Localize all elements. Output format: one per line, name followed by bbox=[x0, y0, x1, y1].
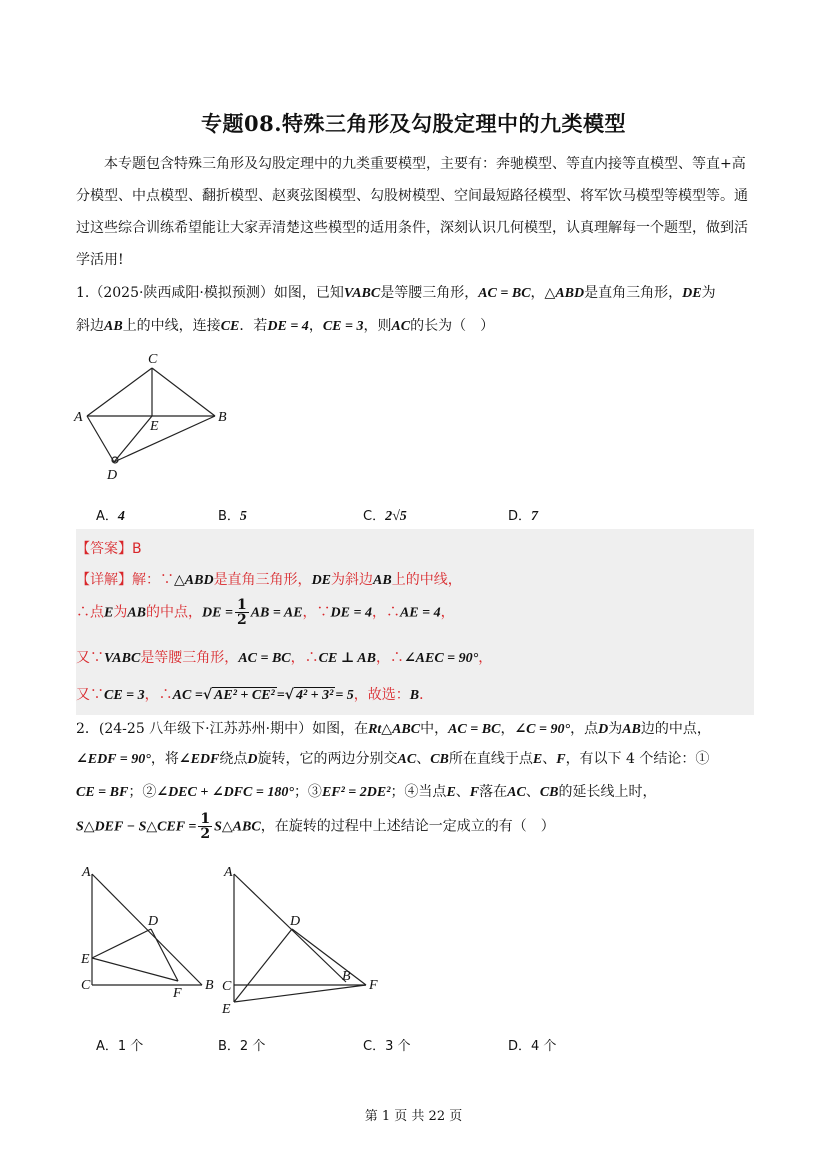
q2-option-c[interactable] bbox=[363, 1035, 410, 1054]
detail-line-3 bbox=[76, 647, 492, 667]
q1-text: 是等腰三角形， bbox=[380, 285, 479, 301]
detail-text: ，∵ bbox=[302, 604, 331, 621]
q2-text: 、 bbox=[525, 784, 540, 800]
q2-math: S△ABC bbox=[214, 819, 261, 835]
q2-math: ∠EDF = 90° bbox=[76, 752, 151, 767]
detail-text: 为斜边 bbox=[331, 572, 374, 588]
q2-stem-line2 bbox=[76, 748, 709, 768]
q2-math: AC = BC bbox=[448, 722, 501, 737]
fraction-numerator: 1 bbox=[236, 597, 247, 613]
option-letter: C． bbox=[363, 1039, 386, 1054]
intro-paragraph: 本专题包含特殊三角形及勾股定理中的九类重要模型，主要有：奔驰模型、等直内接等直模型、等直+高分模型、中点模型、翻折模型、赵爽弦图模型、勾股树模型、空间最短路径模型、将军饮马模型等模型等。通过这些综合训练希望能让大家弄清楚这些模型的适用条件，深刻认识几何模型，认真理解每一个题型，做到活学活用! bbox=[76, 156, 748, 268]
option-letter: B． bbox=[218, 509, 240, 524]
option-letter: A． bbox=[96, 1039, 118, 1054]
q2-figure-2 bbox=[218, 862, 390, 1018]
label-b: B bbox=[218, 410, 227, 425]
q1-text: 上的中线，连接 bbox=[122, 318, 221, 334]
detail-text: ，∴ bbox=[290, 650, 319, 666]
q2-math: AC bbox=[397, 752, 417, 767]
label-d: D bbox=[148, 914, 159, 929]
q2-text: 、 bbox=[542, 751, 557, 767]
detail-label: 【详解】 bbox=[76, 572, 132, 588]
sqrt-radicand: AE² + CE² bbox=[214, 688, 275, 703]
detail-math: AB = AE bbox=[250, 605, 303, 621]
q2-math: E bbox=[446, 785, 456, 800]
q1-stem-line2 bbox=[76, 315, 494, 335]
label-c: C bbox=[222, 979, 232, 994]
detail-text: ，∴ bbox=[144, 687, 173, 703]
segment-df bbox=[151, 929, 178, 981]
q1-text: 斜边 bbox=[76, 318, 104, 334]
fraction-denominator: 2 bbox=[200, 826, 211, 842]
segment-ed bbox=[92, 929, 151, 958]
detail-math: ∠AEC = 90° bbox=[403, 651, 479, 666]
label-e: E bbox=[150, 419, 159, 434]
q2-math: ∠EDF bbox=[178, 752, 220, 767]
detail-text: 为 bbox=[113, 604, 128, 621]
q1-text: 1.（2025·陕西咸阳·模拟预测）如图，已知 bbox=[76, 285, 344, 301]
detail-math: DE bbox=[311, 573, 332, 588]
detail-text: ， bbox=[478, 650, 493, 666]
answer-value: B bbox=[132, 541, 142, 557]
q2-text: 绕点 bbox=[219, 751, 248, 767]
q2-math: AB bbox=[622, 722, 641, 737]
segment-ef bbox=[234, 985, 366, 1002]
label-a: A bbox=[74, 410, 83, 425]
q1-stem-line1 bbox=[76, 282, 716, 302]
segment-df bbox=[292, 929, 366, 985]
detail-text: ， bbox=[440, 604, 455, 621]
detail-text: ，故选： bbox=[353, 687, 410, 703]
detail-line-1 bbox=[76, 569, 462, 589]
label-f: F bbox=[369, 978, 378, 993]
q1-math: △ABD bbox=[544, 286, 585, 301]
q1-text: ， bbox=[530, 285, 545, 301]
label-a: A bbox=[224, 865, 233, 880]
q2-stem-line1 bbox=[76, 718, 711, 738]
q2-text: 为 bbox=[608, 721, 623, 737]
page-footer: 第 1 页 共 22 页 bbox=[364, 1109, 463, 1124]
fraction-half bbox=[198, 812, 212, 841]
q2-math: Rt△ABC bbox=[368, 722, 421, 737]
q1-text: 的长为（ ） bbox=[410, 318, 495, 334]
detail-line-4 bbox=[76, 684, 433, 704]
q1-option-c[interactable] bbox=[363, 505, 407, 525]
label-b: B bbox=[205, 978, 214, 993]
q1-math: VABC bbox=[343, 286, 381, 301]
detail-math: AE = 4 bbox=[399, 605, 441, 621]
q2-math: E bbox=[532, 752, 543, 767]
q1-option-b[interactable] bbox=[218, 505, 247, 525]
q1-option-d[interactable] bbox=[508, 505, 538, 525]
q1-text: 是直角三角形， bbox=[584, 285, 683, 301]
q1-text: ．若 bbox=[239, 318, 268, 334]
option-value: 2 个 bbox=[239, 1039, 266, 1054]
detail-math: = bbox=[276, 688, 285, 703]
q2-math: AC bbox=[507, 785, 526, 800]
detail-text: 上的中线， bbox=[391, 572, 462, 588]
segment-ac bbox=[87, 368, 152, 416]
option-letter: A． bbox=[96, 509, 118, 524]
option-letter: C． bbox=[363, 509, 386, 524]
detail-text: ． bbox=[419, 687, 434, 703]
sqrt-sign: √ bbox=[284, 687, 294, 703]
detail-text: ，∴ bbox=[375, 650, 404, 666]
option-value: 7 bbox=[531, 509, 539, 524]
q1-text: 为 bbox=[701, 285, 716, 301]
q1-math: DE bbox=[682, 286, 702, 301]
detail-text: 是直角三角形， bbox=[213, 572, 312, 588]
option-letter: D． bbox=[508, 509, 532, 524]
sqrt-sign: √ bbox=[202, 687, 213, 703]
q2-text: 旋转，它的两边分别交 bbox=[257, 751, 398, 767]
q2-option-b[interactable] bbox=[218, 1035, 265, 1054]
detail-text: ，∴ bbox=[371, 604, 400, 621]
detail-text: 解：∵ bbox=[132, 572, 174, 588]
q2-text: ，将 bbox=[150, 751, 179, 767]
sqrt-radicand: 4² + 3² bbox=[295, 688, 334, 703]
q2-text: ；② bbox=[128, 784, 157, 800]
detail-math: △ABD bbox=[174, 573, 214, 588]
q2-text: ；④当点 bbox=[390, 784, 447, 800]
q1-math: AB bbox=[104, 319, 123, 334]
q2-text: 所在直线于点 bbox=[448, 751, 533, 767]
q2-math: CB bbox=[430, 752, 449, 767]
answer-label: 【答案】 bbox=[76, 541, 132, 557]
q2-text: 的延长线上时， bbox=[558, 784, 657, 800]
detail-math: E bbox=[104, 605, 114, 621]
detail-math: CE ⊥ AB bbox=[318, 651, 376, 666]
q1-math: DE = 4 bbox=[267, 319, 309, 334]
q2-math: ∠DEC + ∠DFC = 180° bbox=[156, 785, 294, 800]
q2-option-a[interactable] bbox=[96, 1035, 143, 1054]
detail-line-2 bbox=[76, 598, 455, 627]
q2-text: 边的中点， bbox=[640, 721, 711, 737]
fraction-numerator: 1 bbox=[200, 811, 211, 827]
q2-stem-line3 bbox=[76, 781, 657, 801]
label-e: E bbox=[222, 1002, 231, 1017]
q2-math: F bbox=[469, 785, 480, 800]
q2-text: ；③ bbox=[293, 784, 322, 800]
label-d: D bbox=[107, 468, 118, 483]
label-c: C bbox=[148, 352, 158, 367]
option-letter: B． bbox=[218, 1039, 240, 1054]
q2-text: ，有以下 4 个结论：① bbox=[565, 751, 710, 767]
detail-math: AB bbox=[127, 605, 147, 621]
q2-option-d[interactable] bbox=[508, 1035, 556, 1054]
q1-option-a[interactable] bbox=[96, 505, 125, 525]
option-letter: D． bbox=[508, 1039, 532, 1054]
q2-math: CE = BF bbox=[76, 785, 129, 800]
label-a: A bbox=[82, 865, 91, 880]
label-f: F bbox=[173, 986, 182, 1000]
q2-math: D bbox=[598, 722, 609, 737]
segment-ad bbox=[87, 416, 114, 462]
q1-figure bbox=[70, 348, 240, 484]
q1-text: ，则 bbox=[363, 318, 392, 334]
detail-math: B bbox=[409, 688, 420, 703]
q2-text: ，在旋转的过程中上述结论一定成立的有（ ） bbox=[260, 818, 555, 835]
q1-math: CE = 3 bbox=[322, 319, 364, 334]
option-value: 4 bbox=[117, 509, 125, 524]
option-value: 2√5 bbox=[385, 509, 407, 524]
segment-ed bbox=[234, 929, 292, 1002]
q2-math: D bbox=[247, 752, 258, 767]
detail-math: AC = bbox=[172, 688, 203, 703]
segment-ef bbox=[92, 958, 178, 981]
q2-math: F bbox=[556, 752, 566, 767]
q2-figure-1 bbox=[76, 862, 226, 1000]
label-d: D bbox=[290, 914, 301, 929]
q2-math: ∠C = 90° bbox=[514, 722, 571, 737]
detail-math: = 5 bbox=[335, 688, 354, 703]
label-b: B bbox=[342, 969, 351, 984]
detail-math: DE = 4 bbox=[330, 605, 372, 621]
detail-math: AB bbox=[373, 573, 392, 588]
detail-math: AC = BC bbox=[238, 651, 291, 666]
q2-math: S△DEF − S△CEF = bbox=[76, 819, 197, 835]
q2-text: ， bbox=[500, 721, 515, 737]
q2-text: 、 bbox=[455, 784, 470, 800]
answer-line bbox=[76, 538, 142, 558]
option-value: 3 个 bbox=[385, 1039, 411, 1054]
segment-cb bbox=[152, 368, 215, 416]
label-c: C bbox=[81, 978, 91, 993]
page-title: 专题08.特殊三角形及勾股定理中的九类模型 bbox=[200, 111, 627, 136]
detail-text: 的中点， bbox=[146, 604, 203, 621]
q2-math: EF² = 2DE² bbox=[321, 785, 391, 800]
q2-text: 、 bbox=[416, 751, 431, 767]
q1-math: AC = BC bbox=[478, 286, 531, 301]
fraction-denominator: 2 bbox=[236, 612, 247, 628]
q2-text: 中， bbox=[420, 721, 449, 737]
q1-math: AC bbox=[391, 319, 411, 334]
option-value: 4 个 bbox=[531, 1039, 557, 1054]
q2-stem-line4 bbox=[76, 812, 555, 841]
q2-math: CB bbox=[539, 785, 559, 800]
q1-text: ， bbox=[308, 318, 323, 334]
detail-text: 又∵ bbox=[76, 650, 104, 666]
q1-math: CE bbox=[220, 319, 240, 334]
detail-text: 又∵ bbox=[76, 687, 104, 703]
detail-text: 是等腰三角形， bbox=[140, 650, 239, 666]
q2-text: 2．(24-25 八年级下·江苏苏州·期中）如图，在 bbox=[76, 721, 369, 737]
q2-text: ，点 bbox=[570, 721, 599, 737]
fraction-half bbox=[235, 598, 249, 627]
segment-ab bbox=[92, 874, 202, 985]
detail-math: DE = bbox=[202, 605, 233, 621]
detail-text: ∴点 bbox=[76, 604, 104, 621]
detail-math: CE = 3 bbox=[104, 688, 145, 703]
label-e: E bbox=[81, 952, 90, 967]
segment-db bbox=[114, 416, 215, 462]
detail-math: VABC bbox=[104, 651, 141, 666]
option-value: 1 个 bbox=[117, 1039, 144, 1054]
q2-text: 落在 bbox=[479, 784, 508, 800]
segment-de bbox=[114, 416, 152, 462]
option-value: 5 bbox=[239, 509, 247, 524]
